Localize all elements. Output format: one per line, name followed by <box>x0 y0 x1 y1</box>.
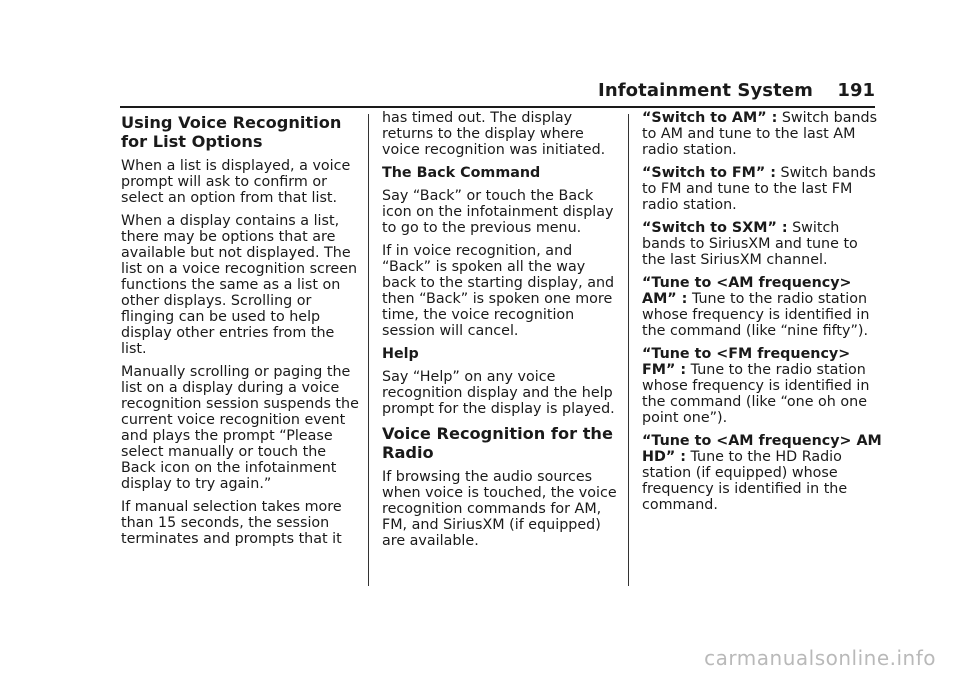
section-title: Infotainment System <box>598 80 813 101</box>
command-entry <box>642 275 882 339</box>
command-entry <box>642 165 882 213</box>
paragraph: If browsing the audio sources when voice is touched, the voice recognition commands for AM, FM, and SiriusXM (if equipped) are available. <box>382 469 617 549</box>
command-entry <box>642 346 882 426</box>
command-text: Switch bands to SiriusXM and tune to the last SiriusXM channel. <box>642 220 858 268</box>
command-entry <box>642 110 882 158</box>
command-term: “Switch to SXM” : <box>642 220 788 236</box>
paragraph: When a list is displayed, a voice prompt will ask to confirm or select an option from that list. <box>121 158 351 206</box>
help-heading: Help <box>382 346 419 362</box>
page-number: 191 <box>837 80 875 101</box>
page-header <box>120 80 875 106</box>
paragraph: When a display contains a list, there may be options that are available but not displayed. The list on a voice recognition screen functions the same as a list on other displays. Scrolling or flinging can be used to help display other entries from the list. <box>121 213 358 357</box>
radio-heading: Voice Recognition for the Radio <box>382 424 613 462</box>
command-text: Switch bands to AM and tune to the last AM radio station. <box>642 110 878 158</box>
command-text: Tune to the radio station whose frequency is identified in the command (like “one oh one point one”). <box>642 362 870 426</box>
header-rule <box>120 106 875 108</box>
command-text: Tune to the HD Radio station (if equipped) whose frequency is identified in the command. <box>642 449 848 513</box>
column-divider <box>368 114 369 586</box>
paragraph: has timed out. The display returns to the display where voice recognition was initiated. <box>382 110 606 158</box>
paragraph: If manual selection takes more than 15 seconds, the session terminates and prompts that it <box>121 499 342 547</box>
paragraph: Say “Help” on any voice recognition display and the help prompt for the display is played. <box>382 369 615 417</box>
paragraph: If in voice recognition, and “Back” is spoken all the way back to the starting display, and then “Back” is spoken one more time, the voice recognition session will cancel. <box>382 243 615 339</box>
column-3 <box>642 110 882 520</box>
watermark: carmanualsonline.info <box>704 646 936 670</box>
list-options-heading: Using Voice Recognition for List Options <box>121 113 342 151</box>
column-2 <box>382 110 622 556</box>
command-term: “Tune to <FM frequency> FM” : <box>642 346 851 378</box>
command-term: “Switch to AM” : <box>642 110 778 126</box>
back-command-heading: The Back Command <box>382 165 541 181</box>
paragraph: Say “Back” or touch the Back icon on the infotainment display to go to the previous menu. <box>382 188 614 236</box>
paragraph: Manually scrolling or paging the list on a display during a voice recognition session suspends the current voice recognition event and plays the prompt “Please select manually or touch the Back icon on the infotainment display to try again.” <box>121 364 359 492</box>
command-term: “Switch to FM” : <box>642 165 776 181</box>
column-divider <box>628 114 629 586</box>
command-entry <box>642 220 882 268</box>
command-text: Switch bands to FM and tune to the last FM radio station. <box>642 165 876 213</box>
command-entry <box>642 433 882 513</box>
column-1 <box>121 110 361 554</box>
command-term: “Tune to <AM frequency> AM HD” : <box>642 433 882 465</box>
command-term: “Tune to <AM frequency> AM” : <box>642 275 852 307</box>
command-text: Tune to the radio station whose frequency is identified in the command (like “nine fifty”). <box>642 291 870 339</box>
